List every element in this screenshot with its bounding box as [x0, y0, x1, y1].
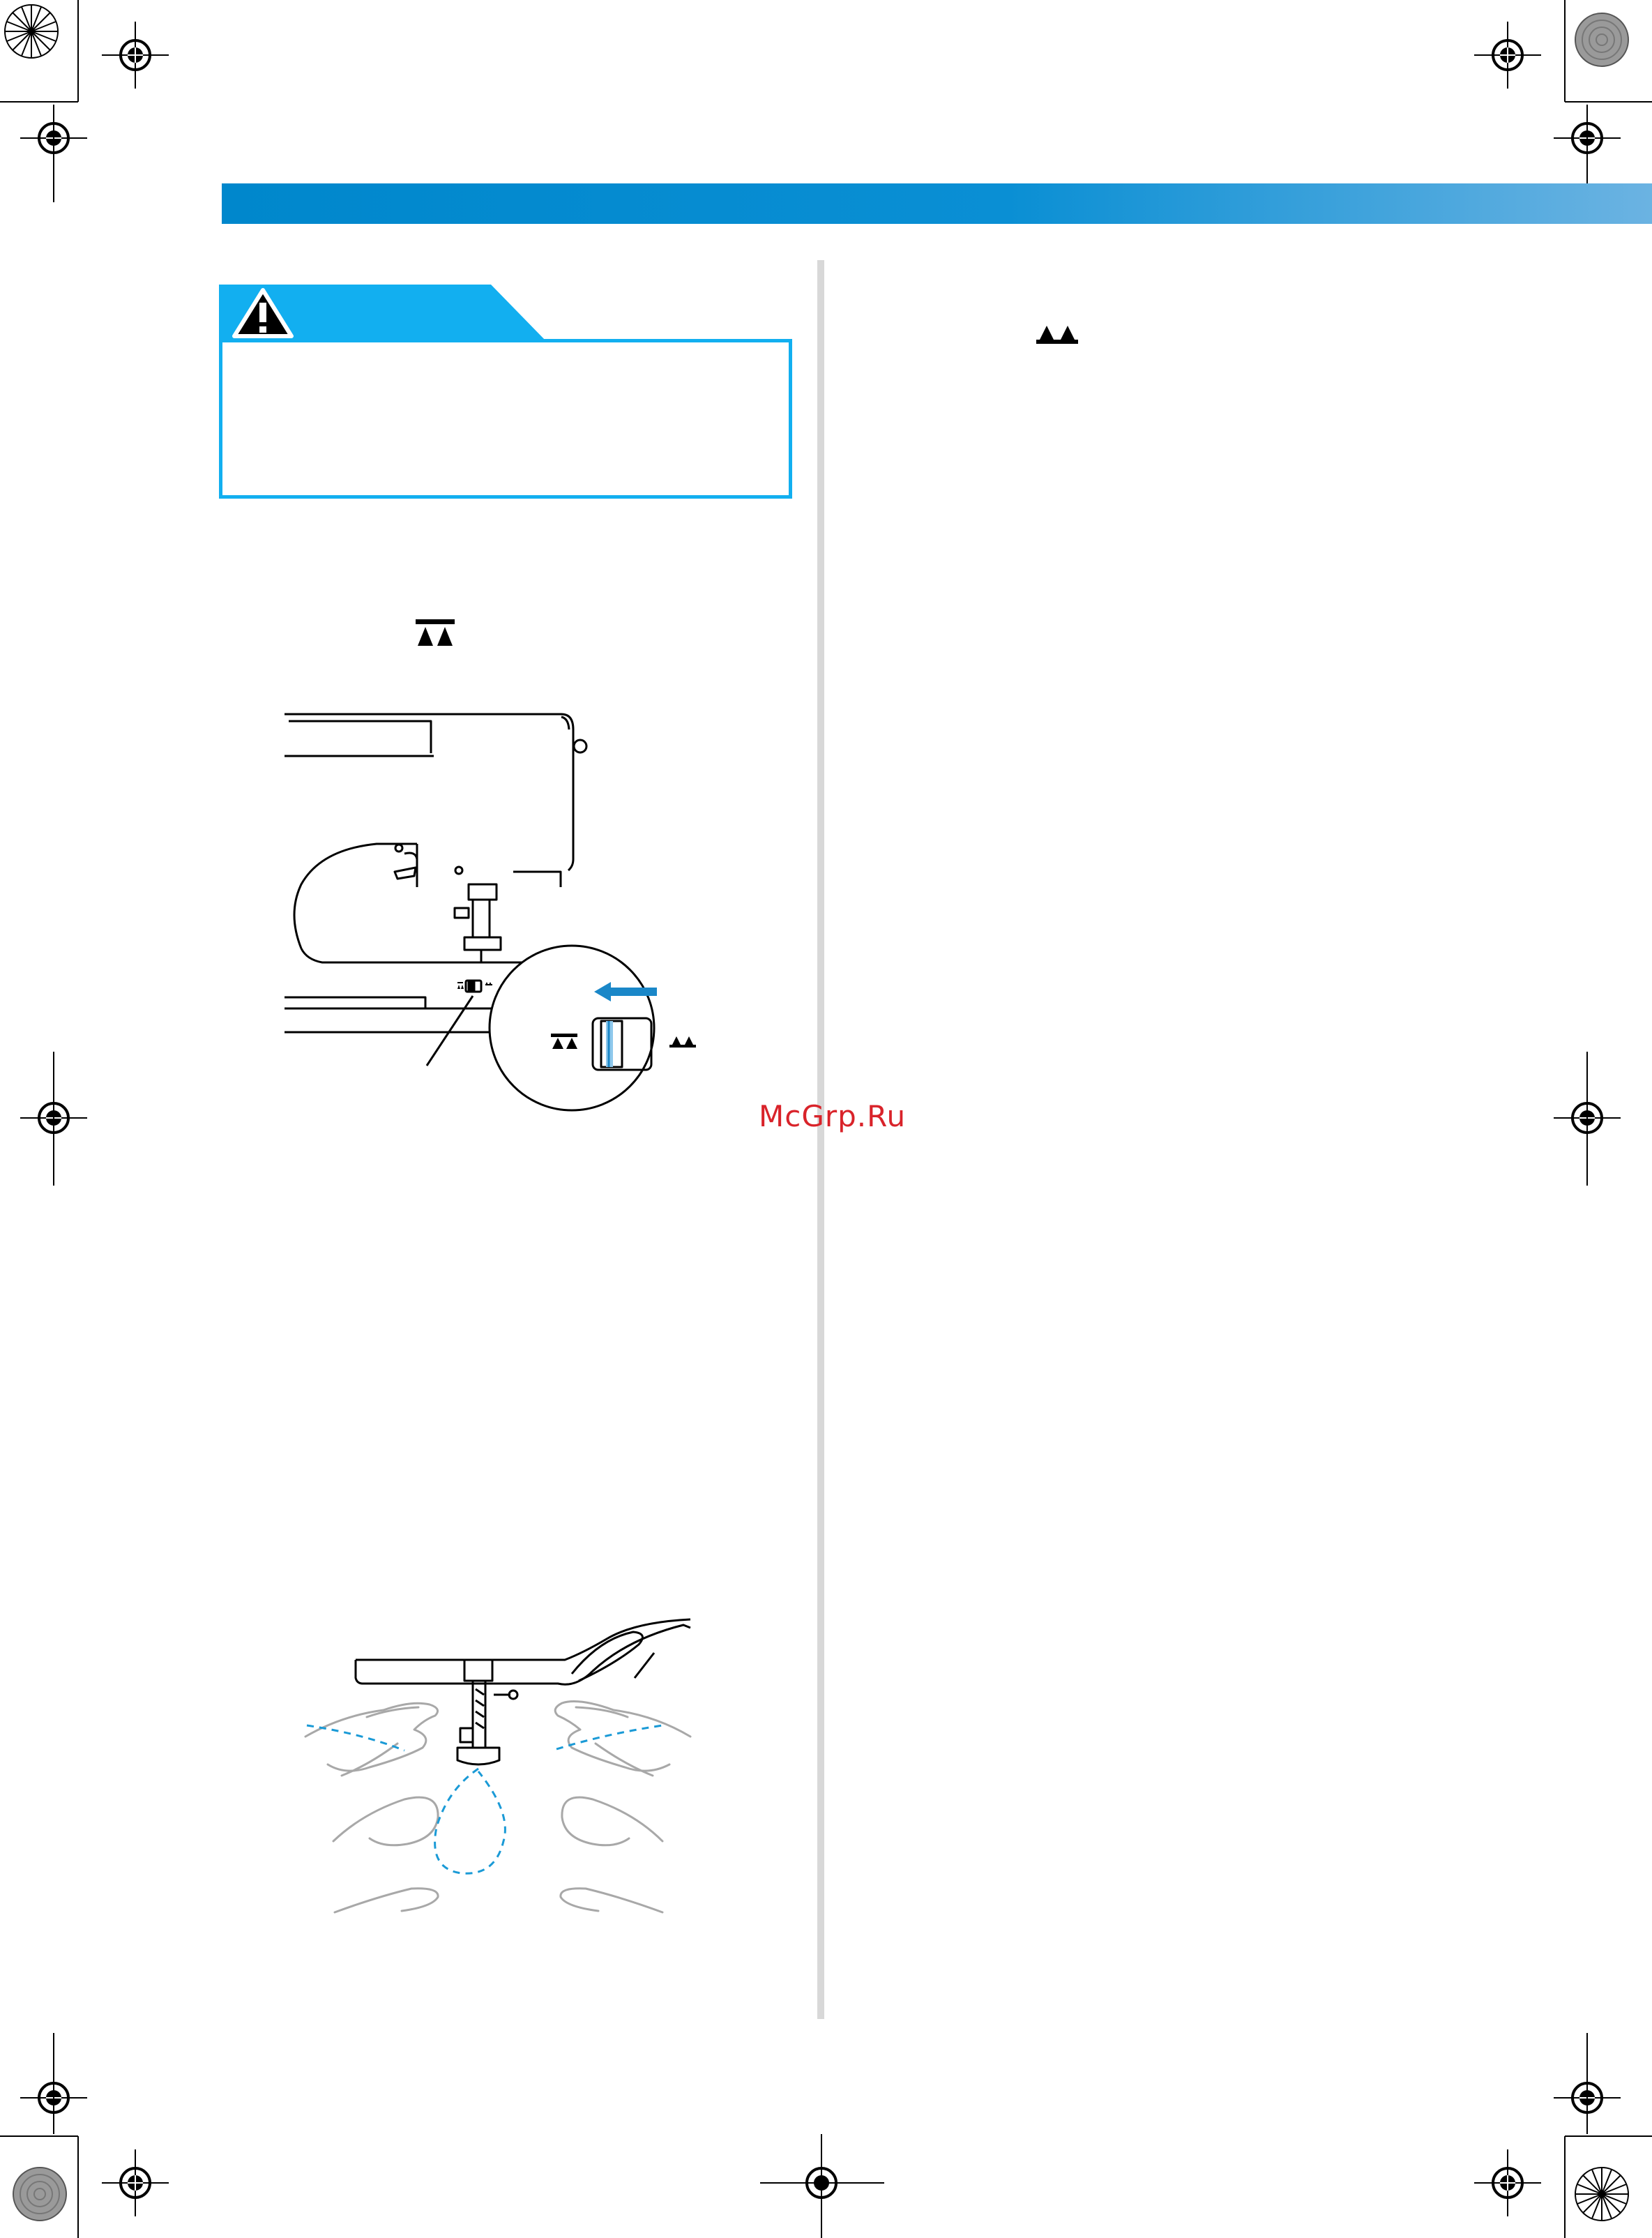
free-motion-hands-illustration: [300, 1611, 718, 1939]
warning-triangle-icon: [232, 287, 294, 339]
column-divider: [817, 260, 824, 2019]
feed-dogs-lowered-icon: [416, 619, 455, 649]
feed-dog-lever-illustration: [279, 704, 725, 1123]
header-bar: [222, 183, 1652, 224]
watermark: McGrp.Ru: [759, 1099, 907, 1133]
feed-dogs-raised-icon: [1036, 324, 1078, 351]
caution-box: [219, 339, 792, 499]
